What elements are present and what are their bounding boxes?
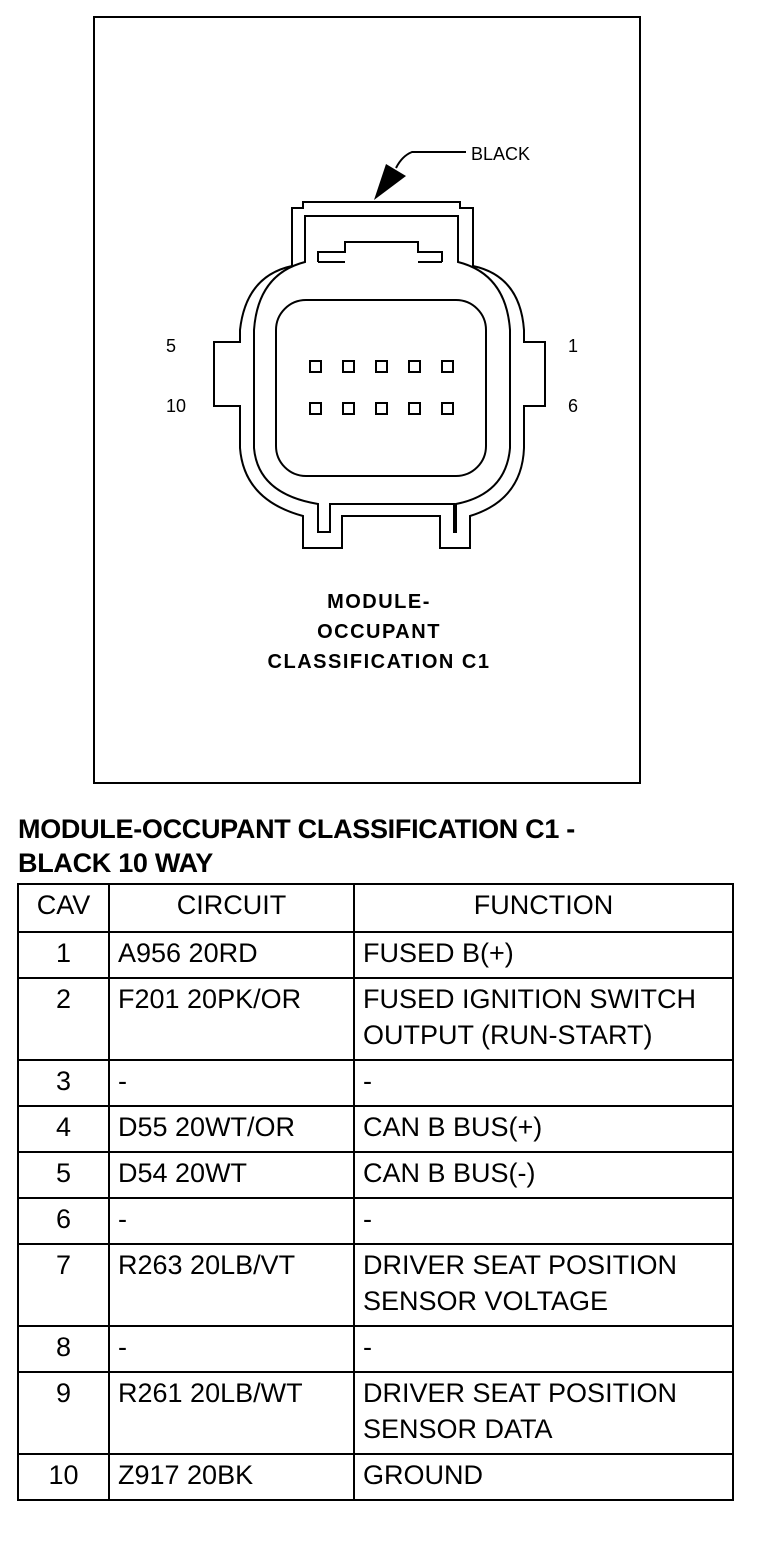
cav-cell: 1 (18, 932, 109, 978)
circuit-cell: R261 20LB/WT (109, 1372, 354, 1454)
pin-label-bottom-right: 6 (568, 396, 579, 416)
function-cell: CAN B BUS(+) (354, 1106, 733, 1152)
cav-cell: 8 (18, 1326, 109, 1372)
header-function: FUNCTION (354, 884, 733, 932)
table-row (18, 1152, 733, 1198)
circuit-cell: D55 20WT/OR (109, 1106, 354, 1152)
circuit-cell: - (109, 1326, 354, 1372)
cav-cell: 5 (18, 1152, 109, 1198)
circuit-cell: - (109, 1198, 354, 1244)
circuit-cell: - (109, 1060, 354, 1106)
table-row (18, 1198, 733, 1244)
table-title-line-2: BLACK 10 WAY (18, 848, 213, 878)
pin-label-top-right: 1 (568, 336, 579, 356)
cav-cell: 3 (18, 1060, 109, 1106)
table-header-row (18, 884, 733, 932)
circuit-cell: Z917 20BK (109, 1454, 354, 1500)
diagram-caption-line-1: MODULE- (327, 591, 431, 613)
table-title (18, 812, 738, 880)
function-cell: GROUND (354, 1454, 733, 1500)
color-callout-label: BLACK (471, 144, 531, 164)
circuit-cell: D54 20WT (109, 1152, 354, 1198)
table-row (18, 1454, 733, 1500)
connector-cavity-face (276, 300, 486, 476)
function-cell: CAN B BUS(-) (354, 1152, 733, 1198)
function-cell: - (354, 1198, 733, 1244)
diagram-caption-line-2: OCCUPANT (317, 621, 441, 643)
table-row (18, 1372, 733, 1454)
table-title-line-1: MODULE-OCCUPANT CLASSIFICATION C1 - (18, 814, 575, 844)
cav-cell: 9 (18, 1372, 109, 1454)
circuit-cell: A956 20RD (109, 932, 354, 978)
function-cell: FUSED IGNITION SWITCH OUTPUT (RUN-START) (354, 978, 733, 1060)
callout-leader-line (396, 152, 466, 168)
cav-cell: 10 (18, 1454, 109, 1500)
table-row (18, 1326, 733, 1372)
cav-cell: 4 (18, 1106, 109, 1152)
table-row (18, 932, 733, 978)
function-cell: FUSED B(+) (354, 932, 733, 978)
pinout-table (17, 883, 734, 1501)
circuit-cell: F201 20PK/OR (109, 978, 354, 1060)
pin-label-bottom-left: 10 (166, 396, 187, 416)
cav-cell: 6 (18, 1198, 109, 1244)
table-row (18, 1244, 733, 1326)
diagram-caption-line-3: CLASSIFICATION C1 (267, 651, 491, 673)
table-row (18, 1106, 733, 1152)
function-cell: DRIVER SEAT POSITION SENSOR DATA (354, 1372, 733, 1454)
function-cell: - (354, 1326, 733, 1372)
header-circuit: CIRCUIT (109, 884, 354, 932)
function-cell: DRIVER SEAT POSITION SENSOR VOLTAGE (354, 1244, 733, 1326)
table-row (18, 1060, 733, 1106)
table-row (18, 978, 733, 1060)
header-cav: CAV (18, 884, 109, 932)
pin-label-top-left: 5 (166, 336, 177, 356)
function-cell: - (354, 1060, 733, 1106)
circuit-cell: R263 20LB/VT (109, 1244, 354, 1326)
callout-arrowhead (374, 164, 406, 200)
cav-cell: 2 (18, 978, 109, 1060)
cav-cell: 7 (18, 1244, 109, 1326)
